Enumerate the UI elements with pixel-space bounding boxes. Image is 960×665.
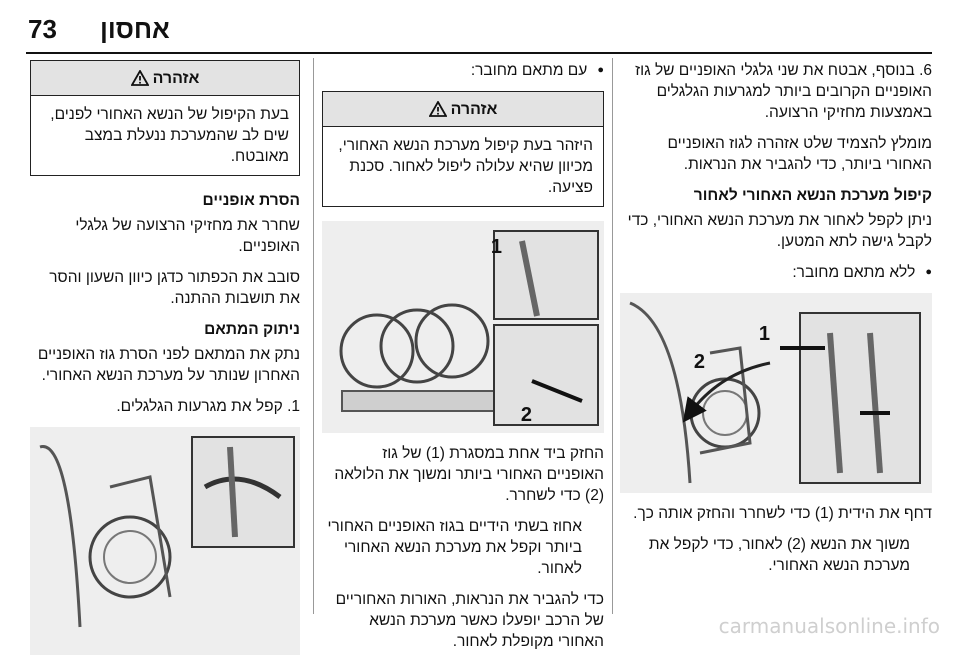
watermark: carmanualsonline.info xyxy=(718,614,940,638)
fold-text: ניתן לקפל לאחור את מערכת הנשא האחורי, כדי לקבל גישה לתא המטען. xyxy=(627,212,932,250)
adapter-heading: ניתוק המתאם xyxy=(204,321,300,338)
body-text: סובב את הכפתור כדגן כיוון השעון והסר את תושבות ההתנה. xyxy=(49,269,300,307)
callout-1: 1 xyxy=(490,236,502,258)
page-number: 73 xyxy=(28,14,57,44)
detail-inset-bottom xyxy=(494,325,598,425)
tip-text: מומלץ להצמיד שלט אזהרה לגוז האופניים האחורי ביותר, כדי להגביר את הנראות. xyxy=(667,135,932,173)
body-text: כדי להגביר את הנראות, האורות האחוריים של הרכב יופעלו כאשר מערכת הנשא האחורי מקופלת לאחור. xyxy=(335,591,604,650)
warning-box xyxy=(30,60,300,176)
warning-triangle-icon xyxy=(429,101,447,117)
warning-header xyxy=(323,92,603,127)
bullet-no-adapter: ● ללא מתאם מחובר: xyxy=(620,262,932,283)
left-column xyxy=(30,60,300,665)
step-6 xyxy=(620,60,932,123)
callout-1: 1 xyxy=(758,323,770,345)
page-header xyxy=(0,0,960,52)
body-text: החזק ביד אחת במסגרת (1) של גוז האופניים האחורי ביותר ומשוך את הלולאה (2) כדי לשחרר. xyxy=(334,445,604,504)
detail-inset-top xyxy=(494,231,598,319)
fold-heading: קיפול מערכת הנשא האחורי לאחור xyxy=(693,187,932,204)
warning-box xyxy=(322,91,604,207)
section-title: אחסון xyxy=(100,14,170,44)
body-text: נתק את המתאם לפני הסרת גוז האופניים האחרון שנותר על מערכת הנשא האחורי. xyxy=(37,346,300,384)
step-number: 6. xyxy=(919,62,932,79)
figure-caption-2: משוך את הנשא (2) לאחור, כדי לקפל את מערכת הנשא האחורי. xyxy=(648,536,910,574)
figure-fold-with-adapter xyxy=(322,221,604,433)
carrier-platform xyxy=(342,391,502,411)
body-text: שחרר את מחזיקי הרצועה של גלגלי האופניים. xyxy=(75,217,300,255)
figure-caption-1: דחף את הידית (1) כדי לשחרר והחזק אותה כך. xyxy=(633,505,932,522)
column-divider xyxy=(313,58,314,614)
callout-2: 2 xyxy=(520,404,532,426)
figure-fold-no-adapter xyxy=(620,293,932,493)
remove-heading: הסרת אופניים xyxy=(202,192,300,209)
step-text: קפל את מגרעות הגלגלים. xyxy=(116,398,283,415)
detail-inset xyxy=(192,437,294,547)
column-divider xyxy=(612,58,613,614)
middle-column xyxy=(322,60,604,662)
warning-triangle-icon xyxy=(131,70,149,86)
detail-inset xyxy=(800,313,920,483)
warning-title: אזהרה xyxy=(450,100,498,118)
warning-title: אזהרה xyxy=(152,69,200,87)
warning-text: בעת הקיפול של הנשא האחורי לפנים, שים לב שהמערכת ננעלת במצב מאובטח. xyxy=(50,106,289,165)
step-text: בנוסף, אבטח את שני גלגלי האופניים של גוז האופניים הקרובים ביותר למגרעות הגלגלים באמצעות מחזיקי הרצועה. xyxy=(635,62,932,121)
callout-2: 2 xyxy=(693,351,705,373)
step-number: 1. xyxy=(287,398,300,415)
warning-text: היזהר בעת קיפול מערכת הנשא האחורי, מכיוון שהיא עלולה ליפול לאחור. סכנת פציעה. xyxy=(338,137,593,196)
header-rule xyxy=(26,52,932,54)
warning-header xyxy=(31,61,299,96)
figure-fold-wheel-recesses xyxy=(30,427,300,655)
step-1 xyxy=(30,396,300,417)
right-column xyxy=(620,60,932,586)
body-text: אחוז בשתי הידיים בגוז האופניים האחורי ביותר וקפל את מערכת הנשא האחורי לאחור. xyxy=(327,518,582,577)
bullet-with-adapter: ● עם מתאם מחובר: xyxy=(322,60,604,81)
